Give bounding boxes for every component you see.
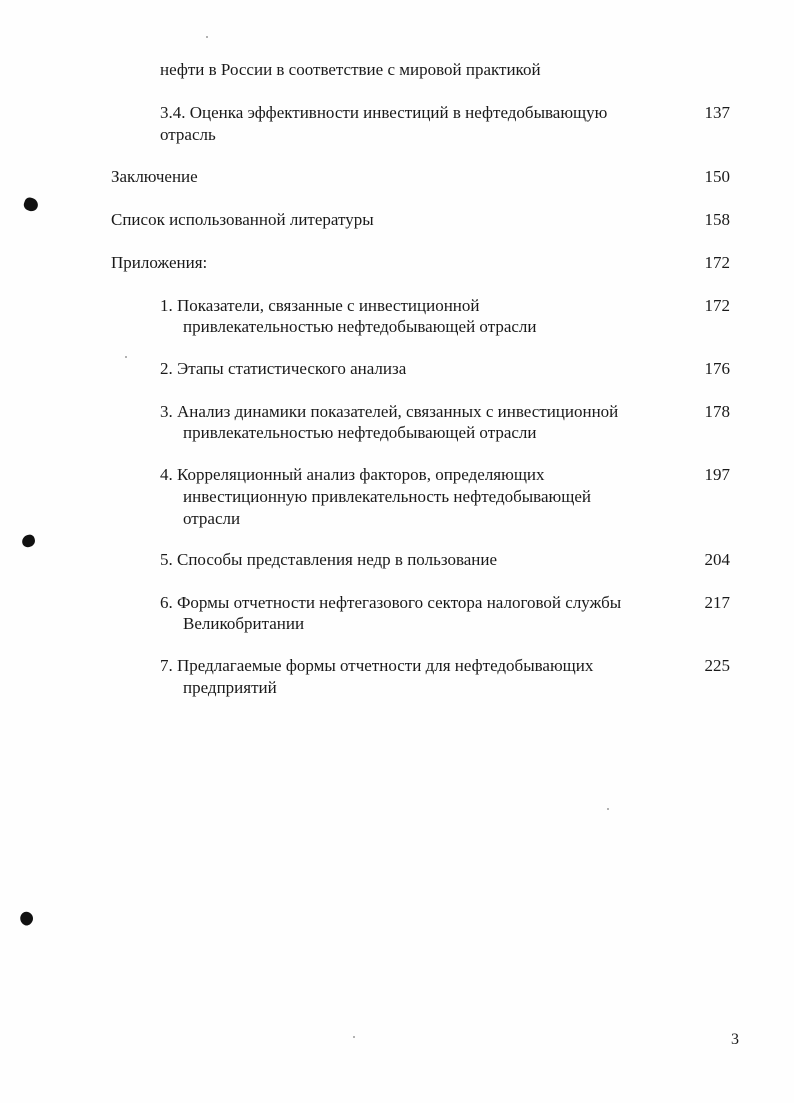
- scan-speck: [607, 808, 609, 810]
- toc-appendix-1-line2: привлекательностью нефтедобывающей отрасли: [183, 317, 537, 336]
- punch-mark-middle: [21, 534, 37, 549]
- toc-appendix-3-line1: 3. Анализ динамики показателей, связанных с инвестиционной: [160, 402, 619, 421]
- punch-mark-top: [22, 196, 40, 213]
- toc-appendix-3-line2: привлекательностью нефтедобывающей отрасли: [183, 423, 537, 442]
- toc-appendix-1-line1: 1. Показатели, связанные с инвестиционной: [160, 296, 480, 315]
- toc-references-label: Список использованной литературы: [111, 210, 374, 229]
- page-number: 3: [731, 1031, 739, 1048]
- toc-appendix-6-line2: Великобритании: [183, 614, 305, 633]
- toc-conclusion-label: Заключение: [111, 167, 198, 186]
- toc-appendix-4-line2: инвестиционную привлекательность нефтедобывающей: [183, 487, 591, 506]
- toc-appendix-3-page: 178: [704, 402, 730, 421]
- scan-speck: [125, 356, 127, 358]
- toc-appendix-7-page: 225: [704, 656, 730, 675]
- toc-appendix-2-page: 176: [704, 359, 730, 378]
- toc-appendix-7-line1: 7. Предлагаемые формы отчетности для нефтедобывающих: [160, 656, 594, 675]
- toc-appendix-5-page: 204: [704, 550, 730, 569]
- toc-references-page: 158: [704, 210, 730, 229]
- toc-appendix-2-line1: 2. Этапы статистического анализа: [160, 359, 407, 378]
- toc-appendix-6-line1: 6. Формы отчетности нефтегазового сектора налоговой службы: [160, 593, 622, 612]
- toc-appendices-label: Приложения:: [111, 253, 208, 272]
- toc-appendix-4-line3: отрасли: [183, 509, 241, 528]
- toc-appendix-6-page: 217: [704, 593, 730, 612]
- toc-appendix-4-line1: 4. Корреляционный анализ факторов, определяющих: [160, 465, 545, 484]
- toc-section-3-4-line1: 3.4. Оценка эффективности инвестиций в нефтедобывающую: [160, 103, 608, 122]
- toc-conclusion-page: 150: [704, 167, 730, 186]
- scan-speck: [353, 1036, 355, 1038]
- toc-appendices-page: 172: [704, 253, 730, 272]
- toc-appendix-4-page: 197: [704, 465, 730, 484]
- toc-appendix-1-page: 172: [704, 296, 730, 315]
- toc-section-3-4-page: 137: [704, 103, 730, 122]
- toc-appendix-5-line1: 5. Способы представления недр в пользование: [160, 550, 498, 569]
- toc-section-3-4-line2: отрасль: [160, 125, 216, 144]
- scan-speck: [206, 36, 208, 38]
- toc-continuation-line: нефти в России в соответствие с мировой практикой: [160, 60, 541, 79]
- toc-appendix-7-line2: предприятий: [183, 678, 277, 697]
- punch-mark-bottom: [17, 909, 35, 927]
